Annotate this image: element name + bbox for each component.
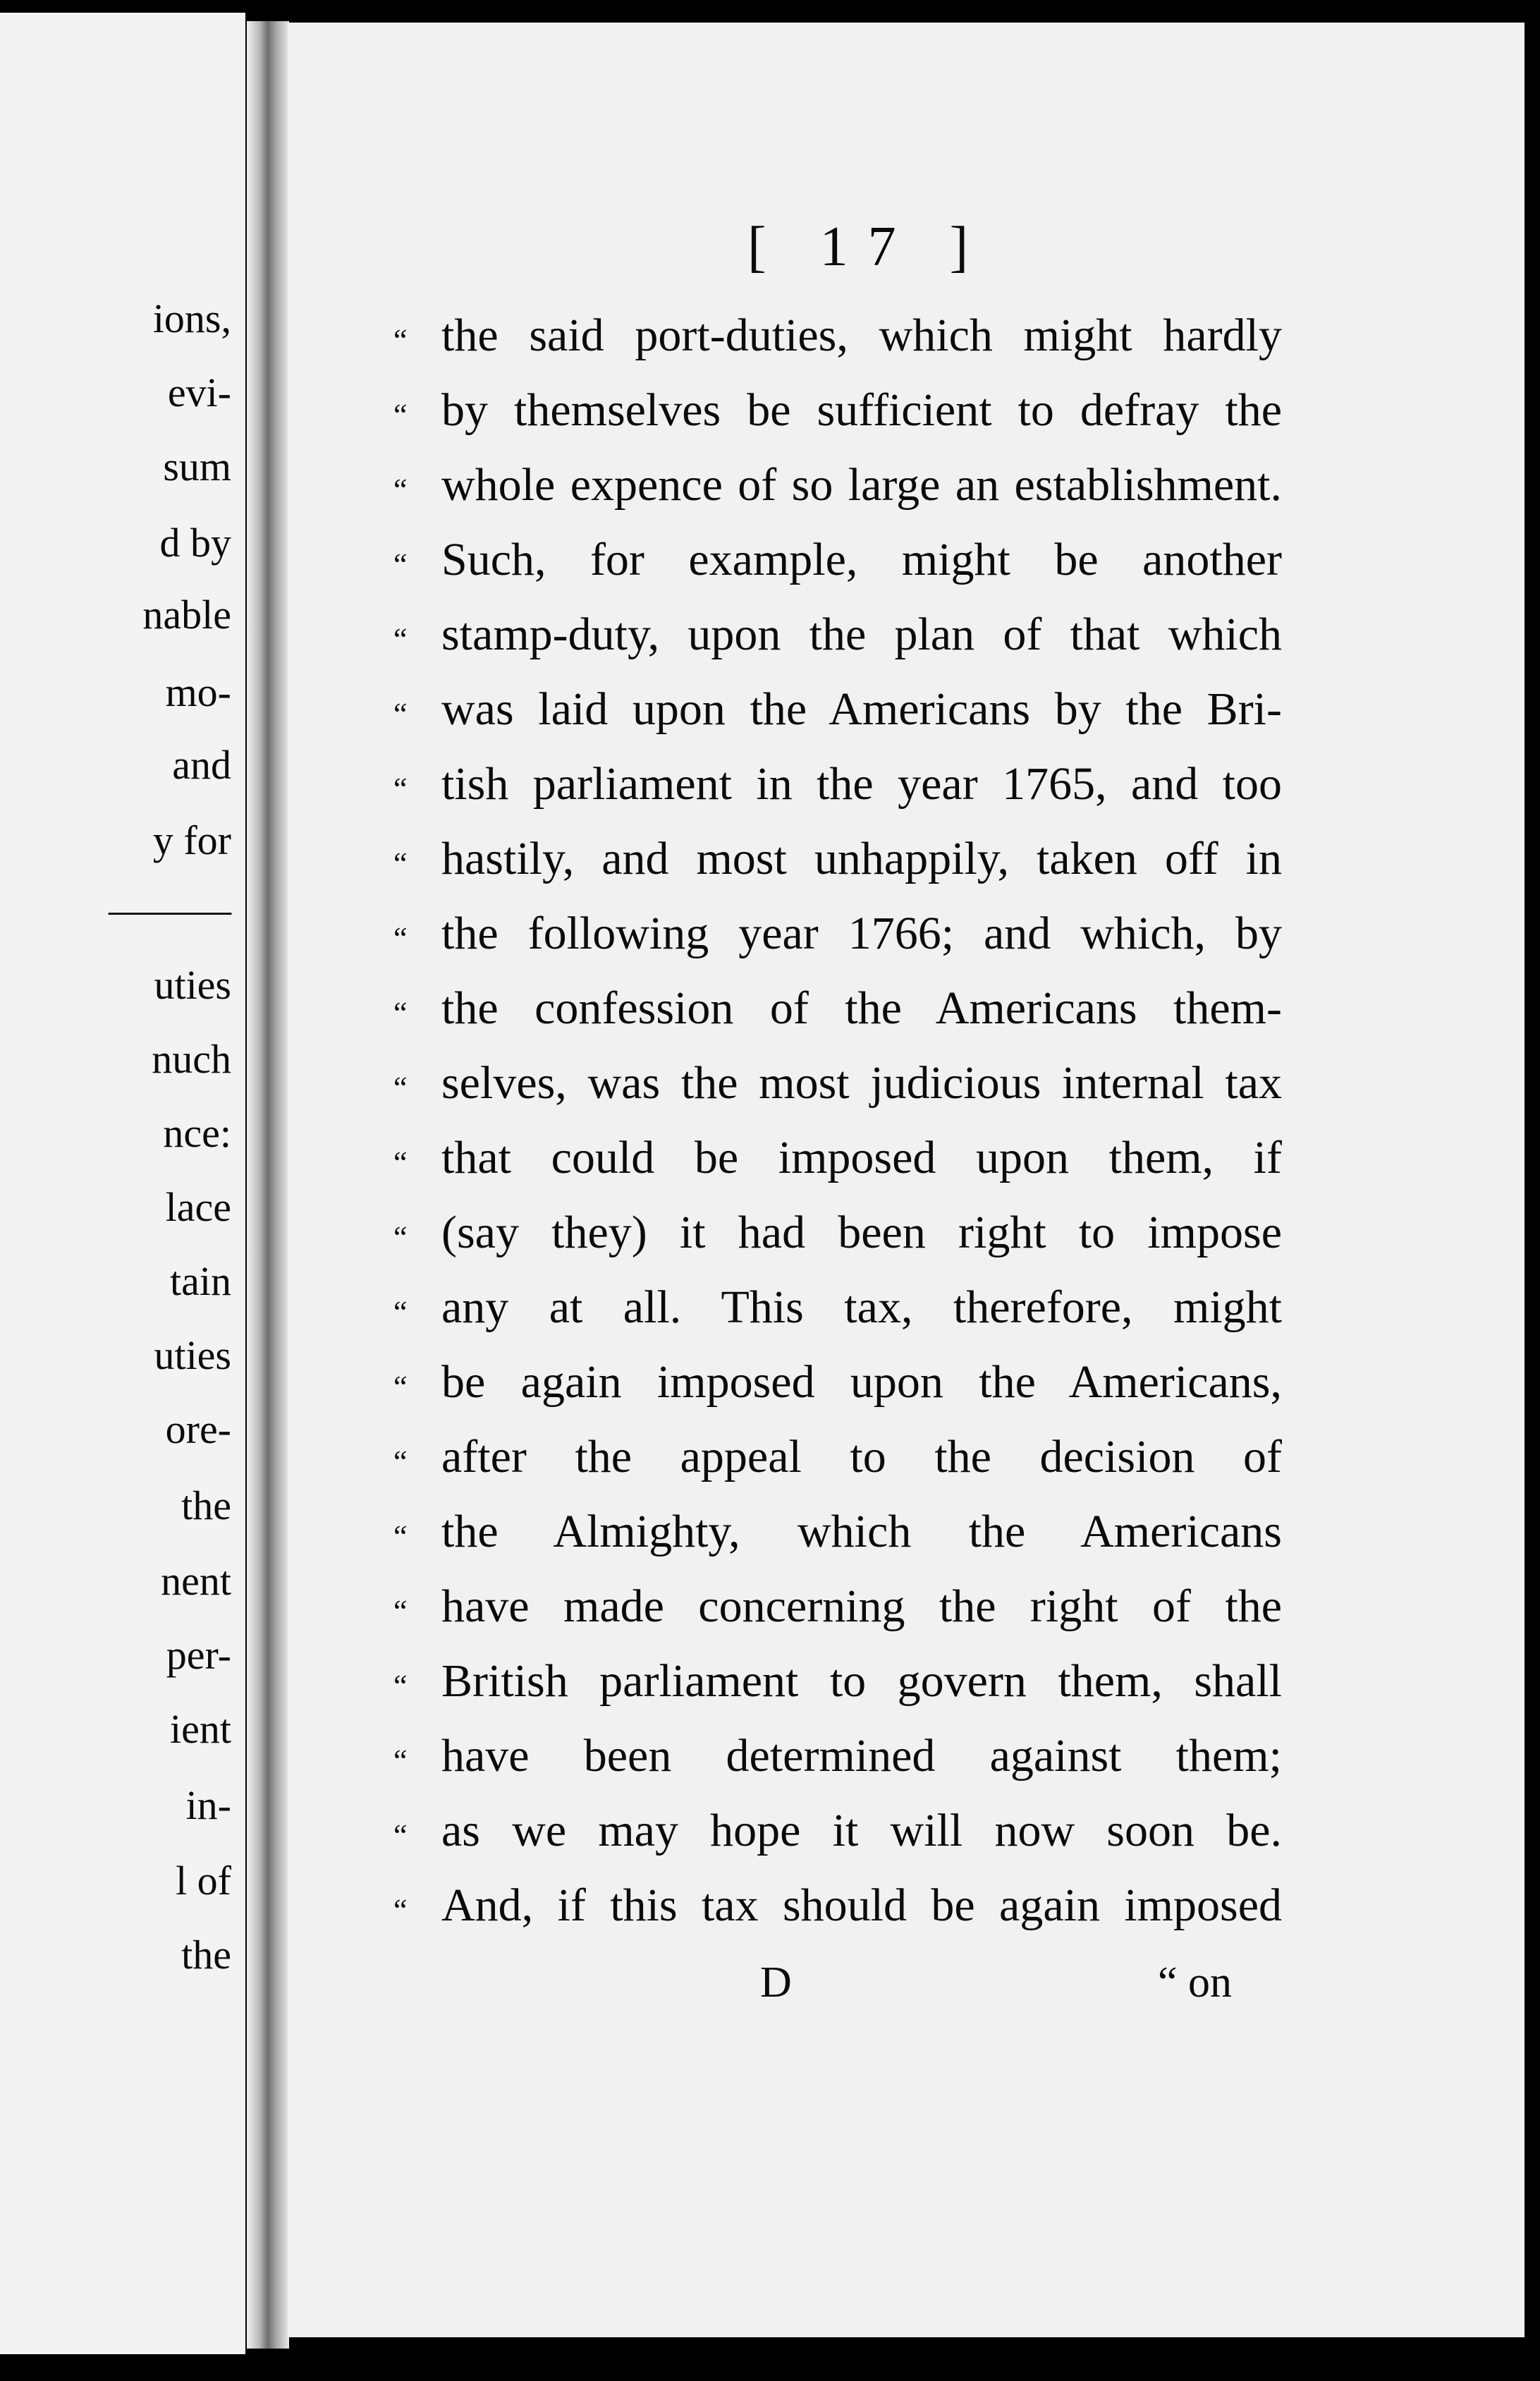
line-text: the following year 1766; and which, by: [441, 908, 1282, 959]
left-fragment: d by: [159, 520, 231, 566]
quote-mark: “: [393, 1893, 408, 1928]
quote-mark: “: [393, 323, 408, 358]
signature-mark: D: [760, 1959, 792, 2007]
line-text: selves, was the most judicious internal tax: [441, 1057, 1282, 1109]
line-text: as we may hope it will now soon be.: [441, 1805, 1282, 1856]
text-line: [393, 683, 1282, 757]
text-line: [393, 1430, 1282, 1505]
left-fragment: y for: [152, 817, 231, 863]
line-text: any at all. This tax, therefore, might: [441, 1281, 1282, 1333]
left-fragment: nable: [142, 592, 231, 638]
quote-mark: “: [393, 996, 408, 1030]
line-text: the confession of the Americans them-: [441, 982, 1282, 1034]
quote-mark: “: [393, 1818, 408, 1853]
quote-mark: “: [393, 398, 408, 432]
quote-mark: “: [393, 1071, 408, 1105]
quote-mark: “: [393, 473, 408, 507]
quote-mark: “: [393, 697, 408, 731]
page-number: [ 17 ]: [747, 216, 989, 278]
left-page-text-fragments: [0, 13, 245, 2354]
left-fragment: nce:: [163, 1110, 231, 1156]
text-line: [393, 1131, 1282, 1206]
left-fragment: ore-: [165, 1406, 231, 1452]
quote-mark: “: [393, 846, 408, 881]
text-line: [393, 384, 1282, 458]
left-fragment: tain: [170, 1258, 231, 1304]
line-text: And, if this tax should be again imposed: [441, 1880, 1282, 1931]
quote-mark: “: [393, 1145, 408, 1180]
line-text: have been determined against them;: [441, 1730, 1282, 1782]
quote-mark: “: [393, 1594, 408, 1628]
line-text: whole expence of so large an establishment.: [441, 459, 1282, 511]
quote-mark: “: [393, 622, 408, 657]
body-text: [393, 309, 1282, 1954]
catchword: “ on: [1158, 1959, 1233, 2007]
line-text: was laid upon the Americans by the Bri-: [441, 683, 1282, 735]
text-line: [393, 1206, 1282, 1281]
text-line: [393, 309, 1282, 384]
left-fragment: ———: [109, 887, 231, 932]
line-text: tish parliament in the year 1765, and too: [441, 758, 1282, 810]
left-fragment: the: [181, 1932, 231, 1978]
left-fragment: in-: [185, 1782, 231, 1828]
left-fragment: and: [172, 742, 231, 788]
text-line: [393, 1729, 1282, 1804]
line-text: have made concerning the right of the: [441, 1581, 1282, 1632]
text-line: [393, 982, 1282, 1056]
left-fragment: l of: [176, 1858, 231, 1904]
line-text: British parliament to govern them, shall: [441, 1655, 1282, 1707]
left-fragment: nent: [161, 1558, 231, 1604]
line-text: Such, for example, might be another: [441, 534, 1282, 585]
text-line: [393, 608, 1282, 683]
line-text: stamp-duty, upon the plan of that which: [441, 609, 1282, 660]
left-fragment: evi-: [167, 370, 231, 415]
left-fragment: lace: [165, 1184, 231, 1230]
book-gutter-shadow: [247, 21, 289, 2349]
line-text: hastily, and most unhappily, taken off in: [441, 833, 1282, 884]
text-line: [393, 1804, 1282, 1879]
line-text: be again imposed upon the Americans,: [441, 1356, 1282, 1408]
left-page: [0, 13, 245, 2354]
left-fragment: uties: [154, 1332, 231, 1378]
quote-mark: “: [393, 547, 408, 582]
text-line: [393, 1056, 1282, 1131]
line-text: the said port-duties, which might hardly: [441, 310, 1282, 361]
left-fragment: ient: [170, 1706, 231, 1752]
left-fragment: per-: [166, 1632, 231, 1678]
text-line: [393, 907, 1282, 982]
quote-mark: “: [393, 921, 408, 956]
left-fragment: uties: [154, 962, 231, 1008]
text-line: [393, 1505, 1282, 1580]
line-text: (say they) it had been right to impose: [441, 1207, 1282, 1258]
quote-mark: “: [393, 1444, 408, 1479]
quote-mark: “: [393, 1370, 408, 1404]
left-fragment: mo-: [165, 669, 231, 715]
text-line: [393, 1281, 1282, 1356]
quote-mark: “: [393, 1743, 408, 1778]
text-line: [393, 832, 1282, 907]
text-line: [393, 757, 1282, 832]
line-text: by themselves be sufficient to defray the: [441, 384, 1282, 436]
left-fragment: the: [181, 1482, 231, 1528]
text-line: [393, 1879, 1282, 1954]
line-text: that could be imposed upon them, if: [441, 1132, 1282, 1183]
quote-mark: “: [393, 1519, 408, 1554]
text-line: [393, 458, 1282, 533]
quote-mark: “: [393, 772, 408, 806]
text-line: [393, 533, 1282, 608]
line-text: the Almighty, which the Americans: [441, 1506, 1282, 1557]
text-line: [393, 1580, 1282, 1655]
left-fragment: nuch: [152, 1036, 231, 1082]
quote-mark: “: [393, 1295, 408, 1329]
quote-mark: “: [393, 1220, 408, 1255]
text-line: [393, 1655, 1282, 1729]
text-line: [393, 1356, 1282, 1430]
line-text: after the appeal to the decision of: [441, 1431, 1282, 1482]
left-fragment: sum: [163, 444, 231, 489]
left-fragment: ions,: [152, 296, 231, 341]
quote-mark: “: [393, 1669, 408, 1703]
